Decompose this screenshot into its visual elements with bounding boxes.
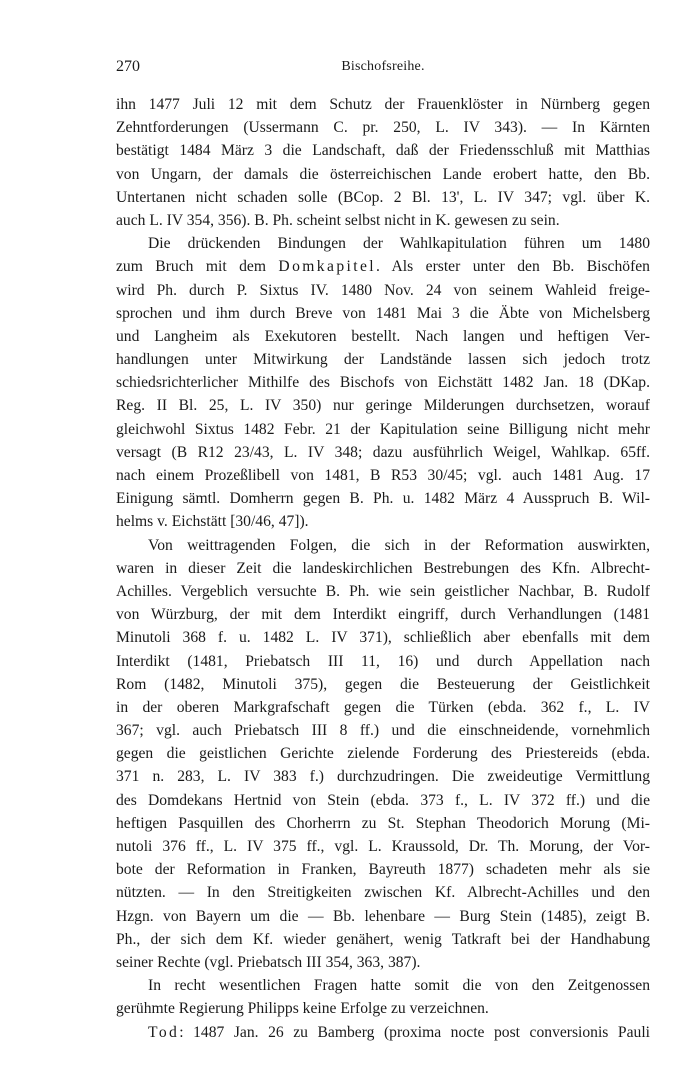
paragraph-first-line: Von weittragenden Folgen, die sich in der Reformation auswirkten, bbox=[148, 536, 650, 554]
text-line: Einigung sämtl. Domherrn gegen B. Ph. u. 1482 März 4 Ausspruch B. Wil- bbox=[116, 490, 650, 508]
text-line: 371 n. 283, L. IV 383 f.) durchzudringen. Die zweideutige Vermittlung bbox=[116, 768, 650, 786]
text-line: Achilles. Vergeblich versuchte B. Ph. wie sein geistlicher Nachbar, B. Rudolf bbox=[116, 582, 650, 600]
text-line: helms v. Eichstätt [30/46, 47]). bbox=[116, 513, 309, 531]
text-line: ihn 1477 Juli 12 mit dem Schutz der Frauenklöster in Nürnberg gegen bbox=[116, 96, 650, 113]
text-line: gegen die geistlichen Gerichte zielende Forderung des Priestereids (ebda. bbox=[116, 745, 650, 763]
text-line: nutoli 376 ff., L. IV 375 ff., vgl. L. Kraussold, Dr. Th. Morung, der Vor- bbox=[116, 838, 650, 855]
paragraph-first-line: Die drückenden Bindungen der Wahlkapitulation führen um 1480 bbox=[148, 235, 650, 253]
paragraph-first-line: Tod: 1487 Jan. 26 zu Bamberg (proxima nocte post conversionis Pauli bbox=[148, 1023, 650, 1041]
text-line: heftigen Pasquillen des Chorherrn zu St. Stephan Theodorich Morung (Mi- bbox=[116, 814, 650, 832]
text-line: Interdikt (1481, Priebatsch III 11, 16) und durch Appellation nach bbox=[116, 652, 650, 670]
text-line: Hzgn. von Bayern um die — Bb. lehenbare — Burg Stein (1485), zeigt B. bbox=[116, 907, 650, 925]
text-line: 367; vgl. auch Priebatsch III 8 ff.) und die einschneidende, vornehmlich bbox=[116, 722, 650, 740]
text-line: sprochen und ihm durch Breve von 1481 Mai 3 die Äbte von Michelsberg bbox=[116, 304, 650, 322]
text-line: handlungen unter Mitwirkung der Landstände lassen sich jedoch trotz bbox=[116, 351, 650, 369]
text-line: von Würzburg, der mit dem Interdikt eingriff, durch Verhandlungen (1481 bbox=[116, 606, 650, 624]
text-line: Reg. II Bl. 25, L. IV 350) nur geringe Milderungen durchsetzen, worauf bbox=[116, 397, 650, 415]
text-line: bestätigt 1484 März 3 die Landschaft, daß der Friedensschluß mit Matthias bbox=[116, 142, 650, 160]
page-header bbox=[116, 58, 650, 82]
text-line: versagt (B R12 23/43, L. IV 348; dazu ausführlich Weigel, Wahlkap. 65ff. bbox=[116, 443, 650, 461]
text-line: auch L. IV 354, 356). B. Ph. scheint selbst nicht in K. gewesen zu sein. bbox=[116, 211, 560, 229]
text-line: nach einem Prozeßlibell von 1481, B R53 30/45; vgl. auch 1481 Aug. 17 bbox=[116, 467, 650, 484]
text-line: gerühmte Regierung Philipps keine Erfolge zu verzeichnen. bbox=[116, 1000, 489, 1018]
text-line: von Ungarn, der damals die österreichischen Lande erobert hatte, den Bb. bbox=[116, 165, 650, 183]
running-title: Bischofsreihe. bbox=[341, 59, 425, 74]
text-line: nützten. — In den Streitigkeiten zwischen Kf. Albrecht-Achilles und den bbox=[116, 884, 650, 902]
text-line: wird Ph. durch P. Sixtus IV. 1480 Nov. 24 von seinem Wahleid freige- bbox=[116, 281, 650, 299]
text-line: und Langheim als Exekutoren bestellt. Nach langen und heftigen Ver- bbox=[116, 327, 650, 345]
text-line: Untertanen nicht schaden solle (BCop. 2 Bl. 13', L. IV 347; vgl. über K. bbox=[116, 188, 650, 206]
text-line: bote der Reformation in Franken, Bayreuth 1877) schadeten mehr als sie bbox=[116, 861, 650, 879]
text-line: zum Bruch mit dem Domkapitel. Als erster unter den Bb. Bischöfen bbox=[116, 258, 650, 276]
paragraph-first-line: In recht wesentlichen Fragen hatte somit die von den Zeitgenossen bbox=[148, 977, 650, 995]
text-line: seiner Rechte (vgl. Priebatsch III 354, 363, 387). bbox=[116, 953, 421, 971]
text-line: Zehntforderungen (Ussermann C. pr. 250, L. IV 343). — In Kärnten bbox=[116, 119, 650, 137]
text-line: Rom (1482, Minutoli 375), gegen die Besteuerung der Geistlichkeit bbox=[116, 675, 650, 693]
text-line: in der oberen Markgrafschaft gegen die Türken (ebda. 362 f., L. IV bbox=[116, 698, 650, 716]
page-number: 270 bbox=[116, 58, 140, 75]
text-line: gleichwohl Sixtus 1482 Febr. 21 der Kapitulation seine Billigung nicht mehr bbox=[116, 420, 650, 438]
text-line: waren in dieser Zeit die landeskirchlichen Bestrebungen des Kfn. Albrecht- bbox=[116, 559, 650, 577]
body-text bbox=[116, 93, 650, 1044]
text-line: Minutoli 368 f. u. 1482 L. IV 371), schließlich aber ebenfalls mit dem bbox=[116, 629, 650, 647]
text-line: schiedsrichterlicher Mithilfe des Bischofs von Eichstätt 1482 Jan. 18 (DKap. bbox=[116, 374, 650, 392]
text-line: Ph., der sich dem Kf. wieder genähert, wenig Tatkraft bei der Handhabung bbox=[116, 930, 650, 948]
text-line: des Domdekans Hertnid von Stein (ebda. 373 f., L. IV 372 ff.) und die bbox=[116, 791, 650, 809]
